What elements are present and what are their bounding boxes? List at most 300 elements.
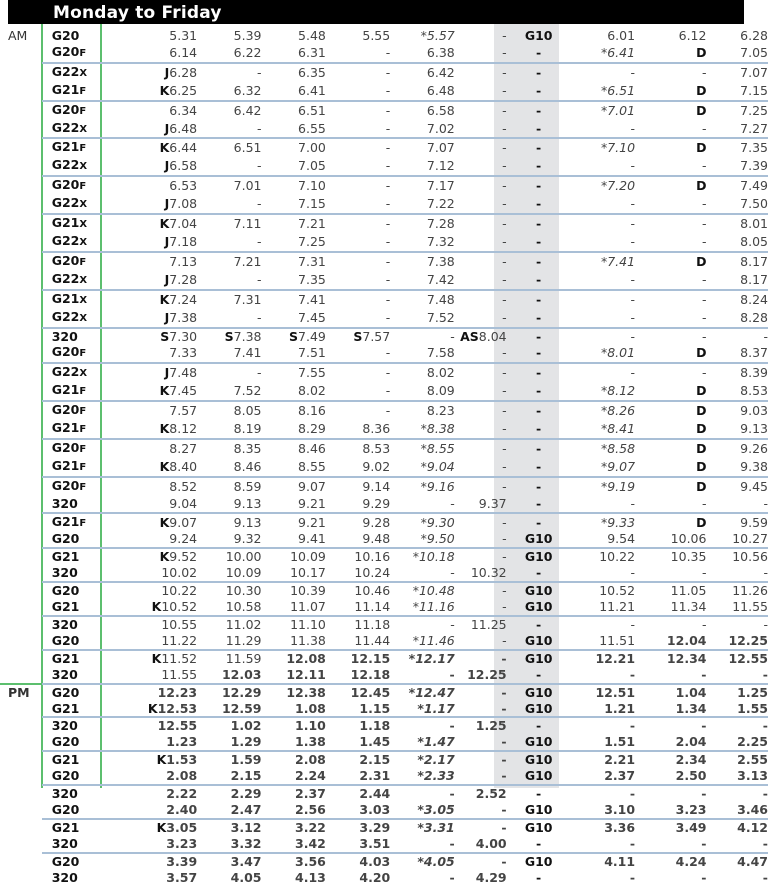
time-cell: 7.15 — [740, 82, 768, 98]
time-cell: - — [629, 835, 636, 851]
route-suffix: F — [79, 386, 87, 398]
header-bar — [8, 0, 744, 24]
route-suffix: X — [79, 67, 88, 79]
time-prefix: K — [159, 140, 170, 156]
time-cell: 11.26 — [706, 582, 768, 599]
time-cell — [99, 195, 197, 214]
period-label — [0, 290, 42, 309]
time-cell: - — [455, 252, 507, 271]
time-cell: 1.02 — [197, 717, 261, 734]
time-cell: - — [390, 616, 455, 633]
period-label — [0, 853, 42, 870]
time-cell: 7.11 — [197, 214, 261, 233]
route-number — [42, 477, 100, 496]
time-cell: 5.39 — [233, 28, 262, 43]
time-cell: 3.39 — [99, 853, 197, 870]
time-cell: D — [645, 101, 706, 120]
route-number — [42, 531, 100, 548]
time-cell — [99, 233, 197, 252]
connection-cell: G10 — [507, 582, 571, 599]
route-number — [42, 633, 100, 650]
route-number — [42, 819, 100, 836]
route-suffix: X — [79, 219, 88, 231]
time-cell: 3.23 — [675, 801, 707, 817]
route-number — [42, 309, 100, 328]
time-cell: - — [326, 252, 390, 271]
time-cell: *10.18 — [390, 548, 455, 565]
time-cell: 2.44 — [326, 785, 390, 802]
time-cell: 6.42 — [197, 101, 261, 120]
route-suffix: X — [79, 274, 88, 286]
time-cell: 8.46 — [233, 458, 262, 474]
time-cell: - — [390, 717, 455, 734]
time-cell: 7.15 — [298, 196, 326, 212]
time-cell: 1.18 — [326, 717, 390, 734]
table-row — [0, 101, 768, 120]
time-cell: - — [455, 63, 507, 82]
time-cell: 11.07 — [290, 599, 326, 615]
time-cell: - — [762, 666, 768, 682]
time-cell: 11.10 — [262, 616, 326, 633]
connection-cell: - — [507, 138, 571, 157]
time-cell: - — [326, 214, 390, 233]
connection-cell: - — [507, 785, 571, 802]
table-row — [0, 513, 768, 532]
time-cell: 9.29 — [362, 495, 391, 511]
time-cell: 8.23 — [390, 401, 455, 420]
route-code: G20 — [51, 177, 80, 193]
time-cell: - — [701, 158, 707, 174]
time-value: 9.07 — [169, 514, 198, 530]
time-cell: 7.31 — [262, 252, 326, 271]
time-cell: - — [701, 196, 707, 212]
time-cell: - — [256, 233, 262, 249]
time-cell: 11.29 — [225, 632, 262, 648]
time-cell: *8.38 — [420, 421, 455, 437]
time-cell: 7.41 — [262, 290, 326, 309]
route-number — [42, 363, 100, 382]
route-number — [42, 751, 100, 768]
connection-cell: - — [536, 309, 542, 325]
time-prefix: K — [159, 458, 170, 474]
time-cell: 8.02 — [390, 363, 455, 382]
table-row — [0, 768, 768, 785]
time-prefix: K — [151, 599, 162, 615]
table-row — [0, 439, 768, 458]
period-label: AM — [8, 28, 28, 43]
route-code: G21 — [51, 549, 80, 565]
time-cell — [99, 309, 197, 328]
time-cell: 7.07 — [390, 138, 455, 157]
time-cell: 7.38 — [390, 252, 455, 271]
time-cell: 11.22 — [161, 632, 198, 648]
route-code: G22 — [51, 364, 80, 380]
time-cell: 2.40 — [166, 801, 198, 817]
time-cell: 1.10 — [262, 717, 326, 734]
time-cell: D — [645, 176, 706, 195]
route-code: G20 — [51, 531, 80, 547]
time-cell: - — [645, 328, 706, 345]
time-cell: 7.12 — [426, 158, 455, 174]
time-cell: - — [571, 63, 645, 82]
table-row — [0, 28, 768, 44]
table-row — [0, 802, 768, 819]
time-prefix: K — [159, 291, 170, 307]
time-cell: - — [502, 120, 507, 136]
period-label — [0, 599, 42, 616]
table-row — [0, 382, 768, 401]
time-cell: 10.09 — [262, 548, 326, 565]
period-label — [0, 802, 42, 819]
table-row — [0, 717, 768, 734]
time-cell: - — [197, 63, 261, 82]
route-code: G22 — [51, 119, 80, 135]
route-code: 320 — [51, 786, 78, 802]
connection-cell: - — [536, 120, 542, 136]
table-row — [0, 565, 768, 582]
route-suffix: X — [79, 236, 88, 248]
connection-cell: - — [507, 439, 571, 458]
time-cell: *6.51 — [600, 82, 636, 98]
time-prefix: K — [159, 421, 170, 437]
period-label — [0, 195, 42, 214]
connection-cell: G10 — [507, 853, 571, 870]
time-cell: 12.03 — [221, 666, 262, 682]
time-cell: 7.39 — [740, 158, 768, 174]
route-number — [42, 836, 100, 853]
route-suffix: F — [79, 47, 87, 59]
time-cell: *8.12 — [600, 383, 636, 399]
time-cell: - — [571, 717, 645, 734]
table-row — [0, 195, 768, 214]
time-cell: 3.22 — [262, 819, 326, 836]
period-label — [0, 819, 42, 836]
route-code: G20 — [51, 402, 80, 418]
route-code: G21 — [51, 819, 80, 835]
route-code: G20 — [51, 28, 80, 43]
time-cell: 2.08 — [262, 751, 326, 768]
time-cell: - — [385, 158, 391, 174]
time-value: 1.53 — [166, 752, 198, 768]
route-number — [42, 271, 100, 290]
table-row — [0, 271, 768, 290]
time-cell: 8.35 — [197, 439, 261, 458]
time-cell: - — [455, 751, 507, 768]
route-suffix: F — [79, 481, 87, 493]
time-cell: *8.26 — [571, 401, 645, 420]
time-cell: - — [326, 63, 390, 82]
time-cell: *9.07 — [600, 458, 636, 474]
time-cell: *9.30 — [390, 513, 455, 532]
time-cell: 9.13 — [197, 513, 261, 532]
time-cell: - — [501, 768, 507, 784]
connection-cell: - — [536, 383, 542, 399]
time-cell: 1.25 — [706, 684, 768, 701]
time-cell: 7.35 — [298, 271, 326, 287]
time-cell: 1.38 — [295, 734, 326, 750]
time-cell: *12.47 — [390, 684, 455, 701]
connection-cell: G10 — [507, 548, 571, 565]
table-row — [0, 734, 768, 751]
connection-cell: - — [536, 458, 542, 474]
time-cell: - — [450, 565, 455, 581]
time-cell: 2.56 — [295, 801, 326, 817]
period-label — [0, 548, 42, 565]
timetable-body — [0, 28, 768, 886]
connection-cell: G10 — [524, 28, 553, 43]
time-cell: 8.59 — [197, 477, 261, 496]
time-cell: 8.53 — [326, 439, 390, 458]
time-cell: 9.38 — [740, 458, 768, 474]
route-number — [42, 382, 100, 401]
time-cell: - — [502, 345, 507, 361]
time-cell: 7.32 — [426, 233, 455, 249]
time-cell: 11.05 — [645, 582, 706, 599]
time-cell: 3.56 — [262, 853, 326, 870]
route-number — [42, 717, 100, 734]
time-cell: 3.46 — [737, 801, 768, 817]
time-cell: 2.15 — [326, 751, 390, 768]
time-cell: 4.24 — [645, 853, 706, 870]
route-code: G21 — [51, 650, 80, 666]
time-prefix: S — [224, 328, 234, 344]
route-suffix: X — [79, 368, 88, 380]
time-cell: 12.25 — [467, 666, 507, 682]
time-cell — [99, 650, 197, 667]
time-cell: - — [706, 328, 768, 345]
time-cell: 7.51 — [298, 345, 326, 361]
time-cell: - — [455, 684, 507, 701]
time-cell: *8.01 — [600, 345, 636, 361]
time-cell: - — [706, 616, 768, 633]
time-cell: - — [630, 233, 636, 249]
connection-cell: - — [507, 290, 571, 309]
table-row — [0, 344, 768, 363]
route-number — [42, 565, 100, 582]
time-value: 8.12 — [169, 421, 198, 437]
time-cell: - — [645, 290, 706, 309]
time-prefix: K — [159, 549, 170, 565]
time-cell: 7.13 — [99, 252, 197, 271]
time-cell: 3.51 — [359, 835, 391, 851]
time-cell: 9.26 — [706, 439, 768, 458]
time-cell: - — [385, 271, 391, 287]
route-code: 320 — [51, 666, 78, 682]
time-prefix: K — [151, 650, 162, 666]
time-cell: 6.38 — [426, 44, 455, 60]
time-cell: 7.17 — [390, 176, 455, 195]
route-code: G22 — [51, 195, 80, 211]
connection-cell: G10 — [524, 801, 553, 817]
time-cell: - — [630, 271, 636, 287]
time-cell: - — [455, 650, 507, 667]
table-row — [0, 582, 768, 599]
time-prefix: K — [159, 514, 170, 530]
route-suffix: F — [79, 143, 87, 155]
time-cell: - — [390, 328, 455, 345]
time-cell: - — [502, 158, 507, 174]
route-code: 320 — [51, 835, 78, 851]
time-cell: 12.38 — [262, 684, 326, 701]
route-number — [42, 63, 100, 82]
route-number — [42, 344, 100, 363]
period-label — [0, 870, 42, 886]
time-value: 10.52 — [161, 599, 198, 615]
time-cell: 12.11 — [286, 666, 326, 682]
time-value: 7.04 — [169, 216, 198, 232]
time-cell — [99, 819, 197, 836]
time-cell: 9.59 — [706, 513, 768, 532]
time-cell: - — [502, 421, 507, 437]
time-cell: 3.49 — [645, 819, 706, 836]
time-cell: 7.45 — [298, 309, 326, 325]
route-code: G20 — [51, 768, 80, 784]
time-cell: 9.28 — [326, 513, 390, 532]
route-number — [42, 120, 100, 139]
time-cell — [99, 214, 197, 233]
period-label — [0, 382, 42, 401]
time-cell: - — [326, 363, 390, 382]
time-cell: - — [502, 632, 507, 648]
connection-cell: - — [536, 196, 542, 212]
time-prefix: K — [156, 752, 167, 768]
time-cell: - — [701, 565, 707, 581]
time-value: 9.52 — [169, 549, 198, 565]
time-cell: 3.10 — [604, 801, 636, 817]
time-cell: - — [450, 495, 455, 511]
page-title: Monday to Friday — [53, 3, 222, 23]
time-cell: - — [256, 271, 262, 287]
route-code: G20 — [51, 632, 80, 648]
time-prefix: J — [164, 309, 170, 325]
time-cell: 6.12 — [678, 28, 707, 43]
route-code: G20 — [51, 477, 80, 493]
table-row — [0, 44, 768, 63]
connection-cell: - — [507, 63, 571, 82]
time-cell — [99, 701, 197, 718]
route-number — [42, 290, 100, 309]
period-label — [0, 751, 42, 768]
time-cell: 6.42 — [390, 63, 455, 82]
time-cell: 9.41 — [298, 531, 326, 547]
time-cell: 10.02 — [161, 565, 198, 581]
time-cell: - — [449, 835, 455, 851]
period-label — [0, 401, 42, 420]
time-cell: 12.15 — [326, 650, 390, 667]
time-cell — [326, 328, 390, 345]
time-cell: 6.31 — [298, 44, 326, 60]
time-cell: - — [455, 439, 507, 458]
time-cell: 9.13 — [233, 495, 262, 511]
time-prefix: J — [164, 158, 170, 174]
time-prefix: K — [156, 819, 167, 835]
time-cell: - — [455, 290, 507, 309]
route-code: G21 — [51, 215, 80, 231]
route-number — [42, 82, 100, 101]
route-code: 320 — [51, 869, 78, 885]
period-label — [0, 328, 42, 345]
time-cell: 7.02 — [426, 120, 455, 136]
time-cell: 4.29 — [475, 869, 507, 885]
table-row — [0, 853, 768, 870]
route-code: 320 — [51, 565, 78, 581]
time-cell: 2.37 — [604, 768, 636, 784]
route-suffix: F — [79, 256, 87, 268]
time-cell: 3.23 — [166, 835, 198, 851]
time-cell: 7.52 — [426, 309, 455, 325]
table-row — [0, 290, 768, 309]
connection-cell: G10 — [524, 768, 553, 784]
period-label: PM — [0, 684, 42, 701]
route-number — [42, 28, 100, 44]
time-cell: - — [706, 717, 768, 734]
time-cell: 4.11 — [571, 853, 645, 870]
time-cell — [99, 82, 197, 101]
time-value: 8.04 — [478, 328, 507, 344]
time-cell — [99, 548, 197, 565]
time-cell: 12.21 — [571, 650, 645, 667]
time-cell: *9.19 — [571, 477, 645, 496]
connection-cell: - — [507, 101, 571, 120]
time-cell — [262, 328, 326, 345]
time-cell: - — [502, 28, 507, 43]
time-cell: - — [501, 734, 507, 750]
time-cell — [99, 363, 197, 382]
period-label — [0, 616, 42, 633]
time-cell: 2.08 — [166, 768, 198, 784]
connection-cell: - — [536, 82, 542, 98]
time-cell: 8.27 — [99, 439, 197, 458]
connection-cell: - — [507, 176, 571, 195]
time-cell: 7.00 — [262, 138, 326, 157]
time-cell: - — [455, 101, 507, 120]
time-cell: - — [326, 290, 390, 309]
table-row — [0, 870, 768, 886]
route-code: G22 — [51, 232, 80, 248]
time-cell: - — [326, 401, 390, 420]
route-number — [42, 458, 100, 477]
time-value: 7.48 — [169, 365, 198, 381]
time-cell: - — [455, 582, 507, 599]
route-number — [42, 420, 100, 439]
period-label — [0, 309, 42, 328]
time-cell: 3.03 — [359, 801, 391, 817]
time-cell: 8.29 — [298, 421, 326, 437]
time-cell: - — [455, 477, 507, 496]
time-prefix: J — [164, 365, 170, 381]
time-cell: 9.02 — [362, 458, 391, 474]
route-suffix: F — [79, 461, 87, 473]
time-cell: 11.55 — [732, 599, 768, 615]
time-cell: 7.49 — [706, 176, 768, 195]
time-cell: - — [501, 801, 507, 817]
time-cell: 10.39 — [262, 582, 326, 599]
time-cell: - — [502, 458, 507, 474]
table-row — [0, 252, 768, 271]
time-cell: 2.50 — [675, 768, 707, 784]
time-cell: 7.10 — [262, 176, 326, 195]
table-row — [0, 120, 768, 139]
table-row — [0, 684, 768, 701]
time-value: 6.58 — [169, 158, 198, 174]
time-value: 7.24 — [169, 291, 198, 307]
route-number — [42, 101, 100, 120]
time-cell: 9.48 — [362, 531, 391, 547]
connection-cell: - — [507, 363, 571, 382]
route-code: G21 — [51, 81, 80, 97]
period-label — [0, 214, 42, 233]
time-cell: 6.28 — [740, 28, 768, 43]
